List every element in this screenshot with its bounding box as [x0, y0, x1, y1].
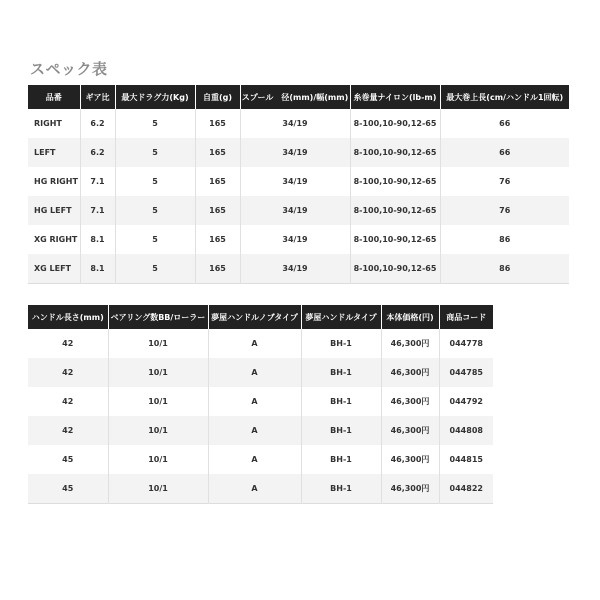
table-row: [28, 138, 569, 167]
table-cell: 5: [115, 254, 195, 284]
table-cell: 10/1: [108, 416, 208, 445]
table-cell: 044808: [439, 416, 493, 445]
header-cell: ベアリング数BB/ローラー: [108, 305, 208, 329]
table-cell: A: [208, 358, 301, 387]
table-cell: 10/1: [108, 474, 208, 504]
table-cell: 165: [195, 254, 240, 284]
table-cell: 165: [195, 109, 240, 138]
table-cell: BH-1: [301, 474, 381, 504]
table-cell: 34/19: [240, 138, 350, 167]
header-cell: 夢屋ハンドルタイプ: [301, 305, 381, 329]
table-cell: 8-100,10-90,12-65: [350, 225, 440, 254]
table-row: [28, 329, 493, 358]
table-cell: 10/1: [108, 329, 208, 358]
table-cell: HG RIGHT: [28, 167, 80, 196]
table-cell: 044792: [449, 397, 483, 406]
table-cell: 46,300円: [381, 416, 439, 445]
header-cell: 本体価格(円): [381, 305, 439, 329]
table-cell: BH-1: [301, 358, 381, 387]
header-cell: 最大巻上長(cm/ハンドル1回転): [440, 85, 569, 109]
header-cell: 品番: [28, 85, 80, 109]
table-cell: 5: [115, 167, 195, 196]
table-cell: 5: [115, 196, 195, 225]
table-cell: 86: [440, 254, 569, 284]
table-cell: A: [208, 329, 301, 358]
table-cell: 044785: [439, 358, 493, 387]
table-cell: 5: [115, 109, 195, 138]
table-cell: 8-100,10-90,12-65: [350, 196, 440, 225]
table-cell: 42: [28, 416, 108, 445]
table-cell: 45: [28, 445, 108, 474]
table-cell: 46,300円: [381, 474, 439, 504]
spec-table-handle: [28, 305, 493, 504]
table-cell: LEFT: [28, 138, 80, 167]
table-cell: 8.1: [80, 225, 115, 254]
table-cell: RIGHT: [28, 109, 80, 138]
table-cell: 34/19: [240, 109, 350, 138]
table-row: [28, 225, 569, 254]
table-cell: 7.1: [80, 167, 115, 196]
table-cell: 42: [28, 387, 108, 416]
table-cell: 42: [28, 358, 108, 387]
table-cell: BH-1: [301, 416, 381, 445]
table-row: [28, 387, 493, 416]
header-cell: スプール 径(mm)/幅(mm): [240, 85, 350, 109]
table-row: [28, 358, 493, 387]
table-cell: 044778: [449, 339, 483, 348]
table-cell: BH-1: [301, 445, 381, 474]
header-cell: ギア比: [80, 85, 115, 109]
table-cell: 165: [195, 138, 240, 167]
table-cell: 10/1: [108, 358, 208, 387]
table-header-row: [28, 85, 569, 109]
table-cell: 66: [440, 138, 569, 167]
header-cell: 商品コード: [439, 305, 493, 329]
header-cell: ハンドル長さ(mm): [28, 305, 108, 329]
table-cell: 7.1: [80, 196, 115, 225]
table-cell: 76: [440, 196, 569, 225]
table-cell: 46,300円: [381, 329, 439, 358]
table-header-row: [28, 305, 493, 329]
table-cell: 5: [115, 225, 195, 254]
header-cell: 自重(g): [195, 85, 240, 109]
table-cell: 5: [115, 138, 195, 167]
table-cell: BH-1: [301, 387, 381, 416]
table-cell: 8.1: [80, 254, 115, 284]
spec-table-main: [28, 85, 569, 284]
header-cell: 最大ドラグ力(Kg): [115, 85, 195, 109]
table-cell: 165: [195, 225, 240, 254]
table-cell: 8-100,10-90,12-65: [350, 254, 440, 284]
table-cell: 10/1: [108, 387, 208, 416]
table-cell: 34/19: [240, 196, 350, 225]
table-cell: 46,300円: [381, 358, 439, 387]
table-row: [28, 167, 569, 196]
table-cell: XG RIGHT: [28, 225, 80, 254]
table-cell: 86: [499, 235, 511, 244]
table-row: [28, 474, 493, 504]
table-cell: A: [208, 474, 301, 504]
header-cell: 夢屋ハンドルノブタイプ: [208, 305, 301, 329]
table-cell: 6.2: [80, 138, 115, 167]
table-cell: 044822: [439, 474, 493, 504]
table-cell: 10/1: [108, 445, 208, 474]
table-cell: 46,300円: [381, 445, 439, 474]
table-row: [28, 196, 569, 225]
table-cell: HG LEFT: [28, 196, 80, 225]
table-row: [28, 109, 569, 138]
table-cell: A: [208, 416, 301, 445]
table-row: [28, 445, 493, 474]
table-cell: BH-1: [301, 329, 381, 358]
table-cell: 66: [499, 119, 511, 128]
page-title: スペック表: [30, 60, 108, 78]
table-cell: 34/19: [240, 167, 350, 196]
table-cell: 8-100,10-90,12-65: [350, 109, 440, 138]
table-cell: 165: [195, 167, 240, 196]
table-cell: 45: [28, 474, 108, 504]
table-cell: 8-100,10-90,12-65: [350, 138, 440, 167]
table-row: [28, 254, 569, 284]
header-cell: 糸巻量ナイロン(lb-m): [350, 85, 440, 109]
table-cell: 76: [499, 177, 511, 186]
table-cell: 46,300円: [381, 387, 439, 416]
table-cell: 6.2: [80, 109, 115, 138]
table-cell: A: [208, 445, 301, 474]
table-cell: 42: [28, 329, 108, 358]
table-cell: XG LEFT: [28, 254, 80, 284]
table-cell: 044815: [449, 455, 483, 464]
table-row: [28, 416, 493, 445]
table-cell: 34/19: [240, 225, 350, 254]
table-cell: 34/19: [240, 254, 350, 284]
table-cell: 165: [195, 196, 240, 225]
table-cell: 8-100,10-90,12-65: [350, 167, 440, 196]
table-cell: A: [208, 387, 301, 416]
